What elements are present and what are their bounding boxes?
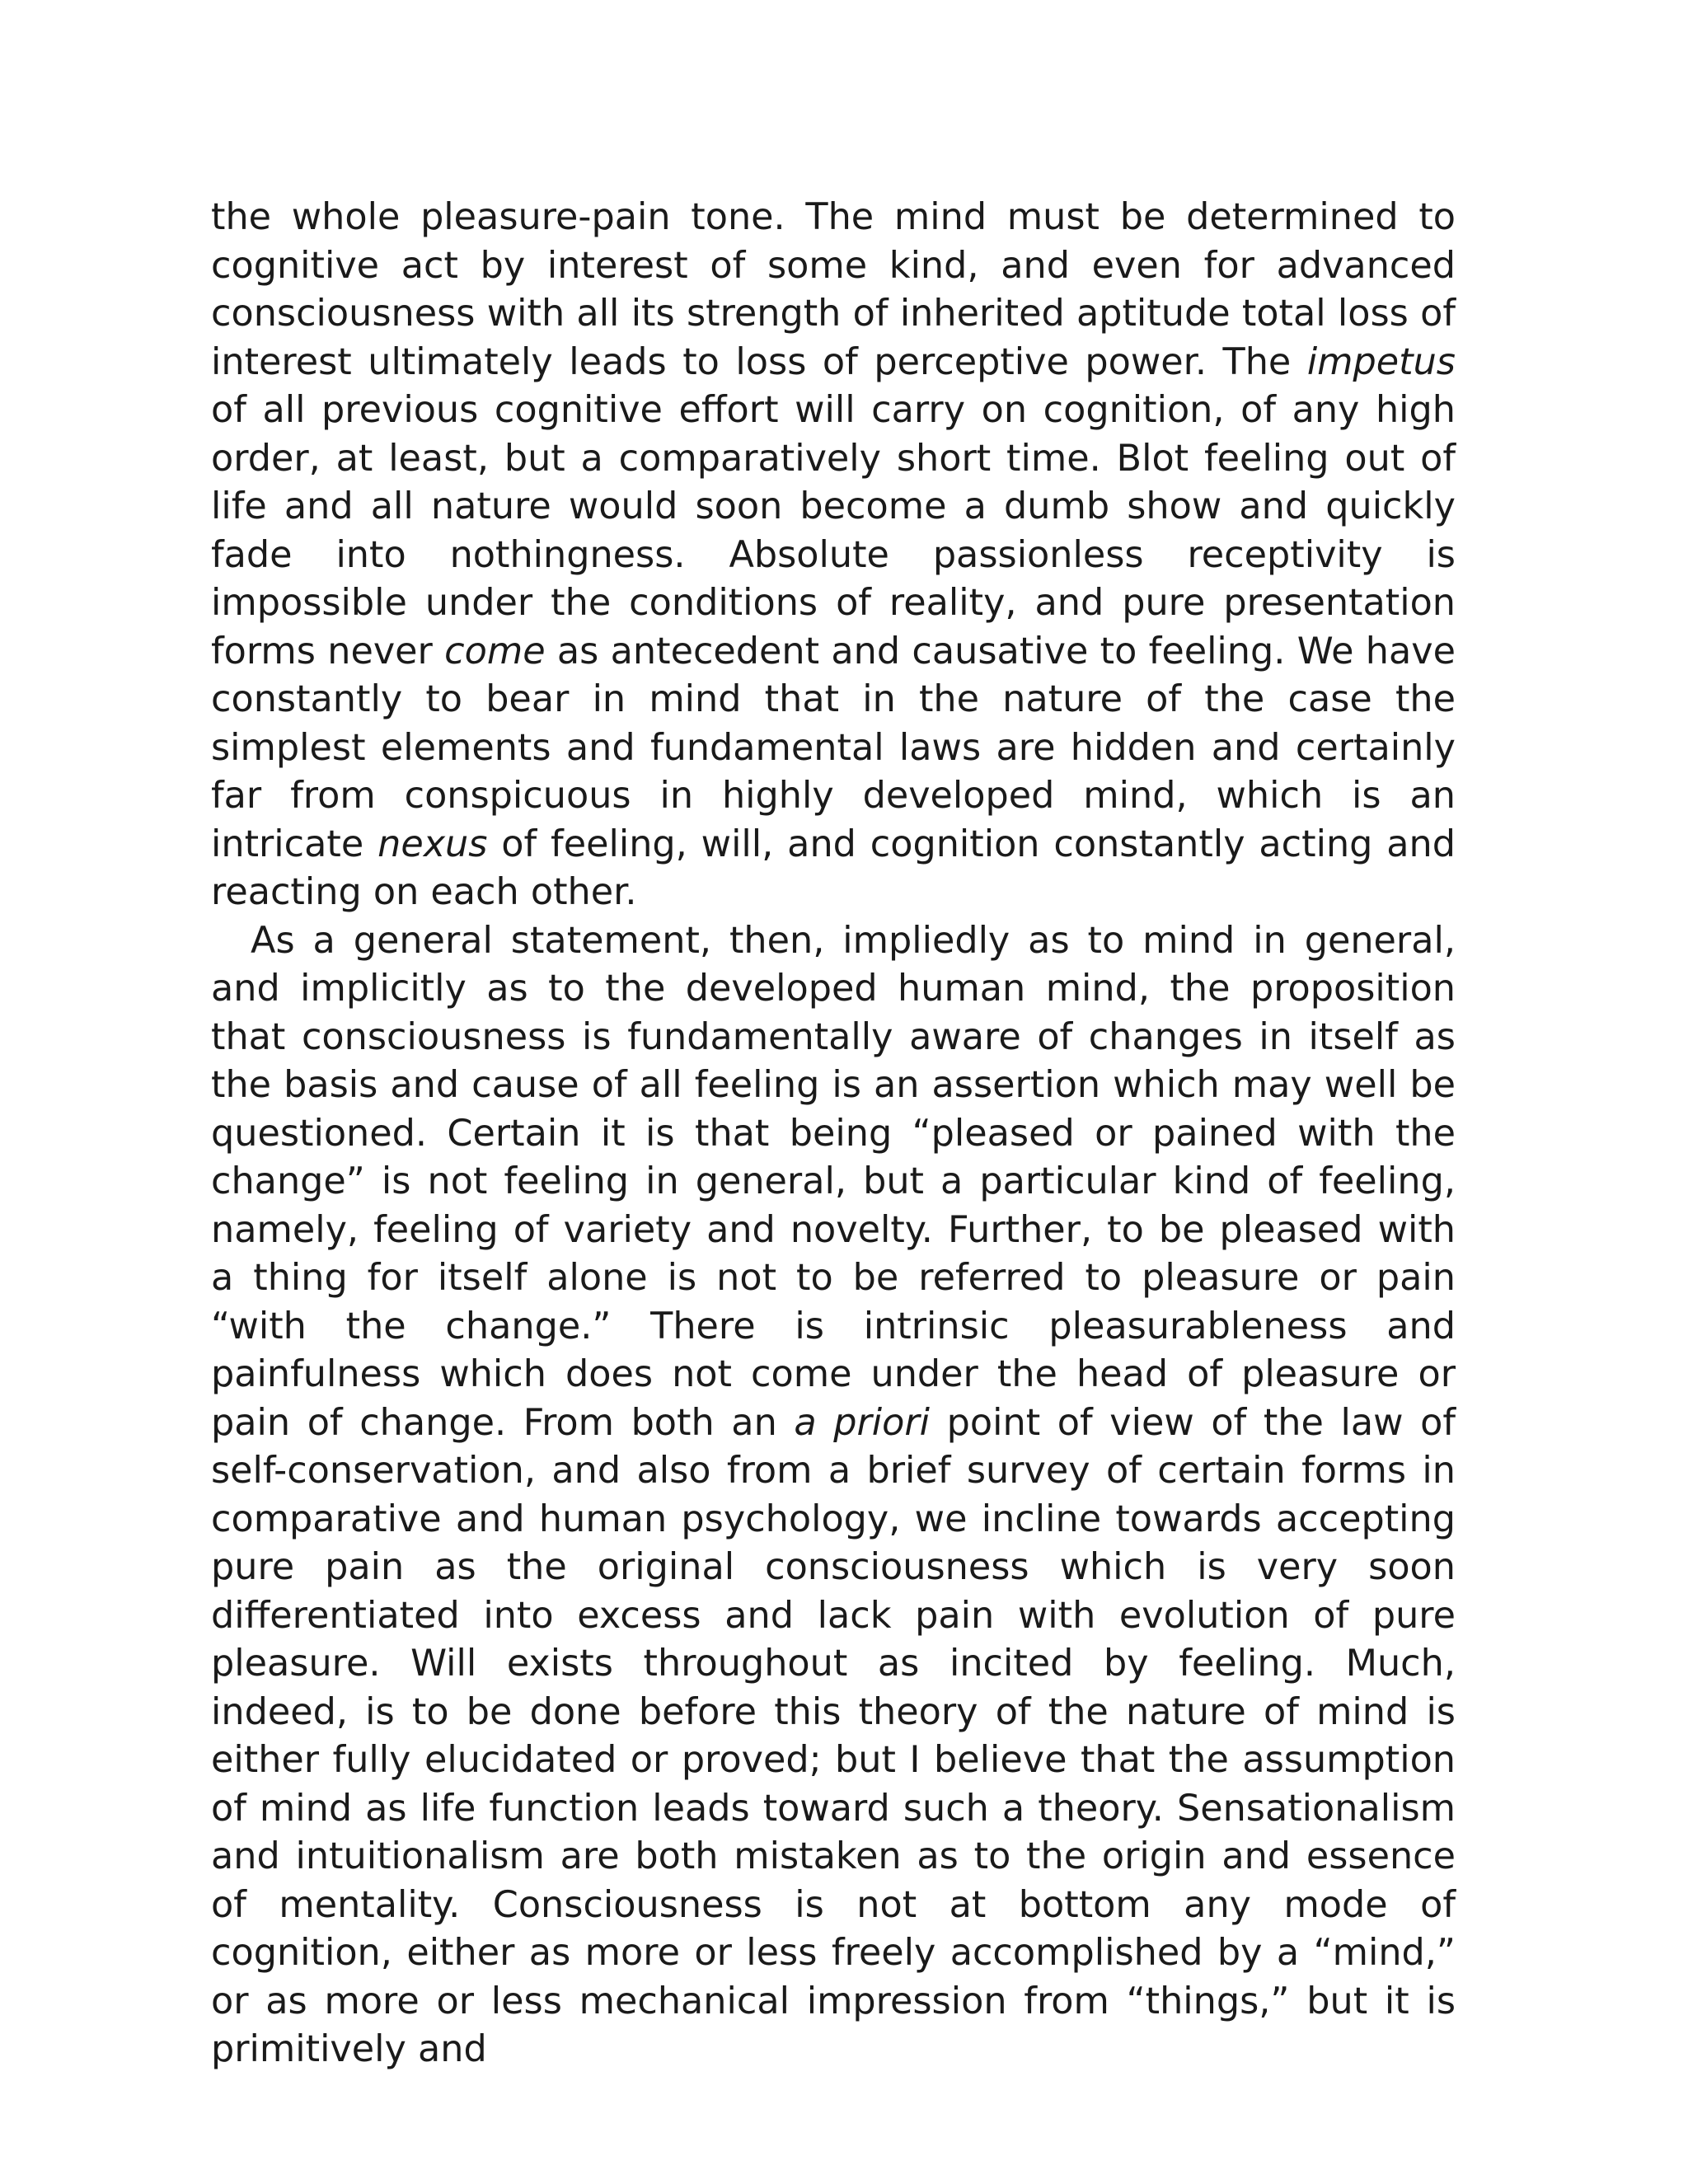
paragraph-1-text: the whole pleasure-pain tone. The mind must be determined to cognitive act by interest of some kind, and even for advanced consciousness with all its strength of inherited aptitude total loss of interest ultimately leads to loss of perceptive power. The [211,196,1456,383]
document-page [211,194,1456,2074]
paragraph-1-text: of all previous cognitive effort will carry on cognition, of any high order, at least, but a comparatively short time. Blot feeling out of life and all nature would soon become a dumb show and quickly fade into nothingness. Absolute passionless receptivity is impossible under the conditions of reality, and pure presentation forms never [211,389,1456,673]
italic-nexus: nexus [377,823,488,865]
italic-come: come [444,630,546,673]
paragraph-1 [211,194,1456,917]
paragraph-2-text: As a general statement, then, impliedly as to mind in general, and implicitly as to the developed human mind, the proposition that consciousness is fundamentally aware of changes in itself as the basis and cause of all feeling is an assertion which may well be questioned. Certain it is that being “pleased or pained with the change” is not feeling in general, but a particular kind of feeling, namely, feeling of variety and novelty. Further, to be pleased with a thing for itself alone is not to be referred to pleasure or pain “with the change.” There is intrinsic pleasurableness and painfulness which does not come under the head of pleasure or pain of change. From both an [211,919,1456,1444]
italic-impetus: impetus [1306,340,1456,383]
paragraph-2-text: point of view of the law of self-conservation, and also from a brief survey of certain forms in comparative and human psychology, we incline towards accepting pure pain as the original consciousness which is very soon differentiated into excess and lack pain with evolution of pure pleasure. Will exists throughout as incited by feeling. Much, indeed, is to be done before this theory of the nature of mind is either fully elucidated or proved; but I believe that the assumption of mind as life function leads toward such a theory. Sensationalism and intuitionalism are both mistaken as to the origin and essence of mentality. Consciousness is not at bottom any mode of cognition, either as more or less freely accomplished by a “mind,” or as more or less mechanical impression from “things,” but it is primitively and [211,1401,1456,2070]
paragraph-2 [211,917,1456,2074]
italic-a-priori: a priori [794,1401,931,1444]
paragraph-1-text: as antecedent and causative to feeling. We have constantly to bear in mind that in the nature of the case the simplest elements and fundamental laws are hidden and certainly far from conspicuous in highly developed mind, which is an intricate [211,630,1456,865]
paragraph-1-text: of feeling, will, and cognition constantly acting and reacting on each other. [211,823,1456,913]
